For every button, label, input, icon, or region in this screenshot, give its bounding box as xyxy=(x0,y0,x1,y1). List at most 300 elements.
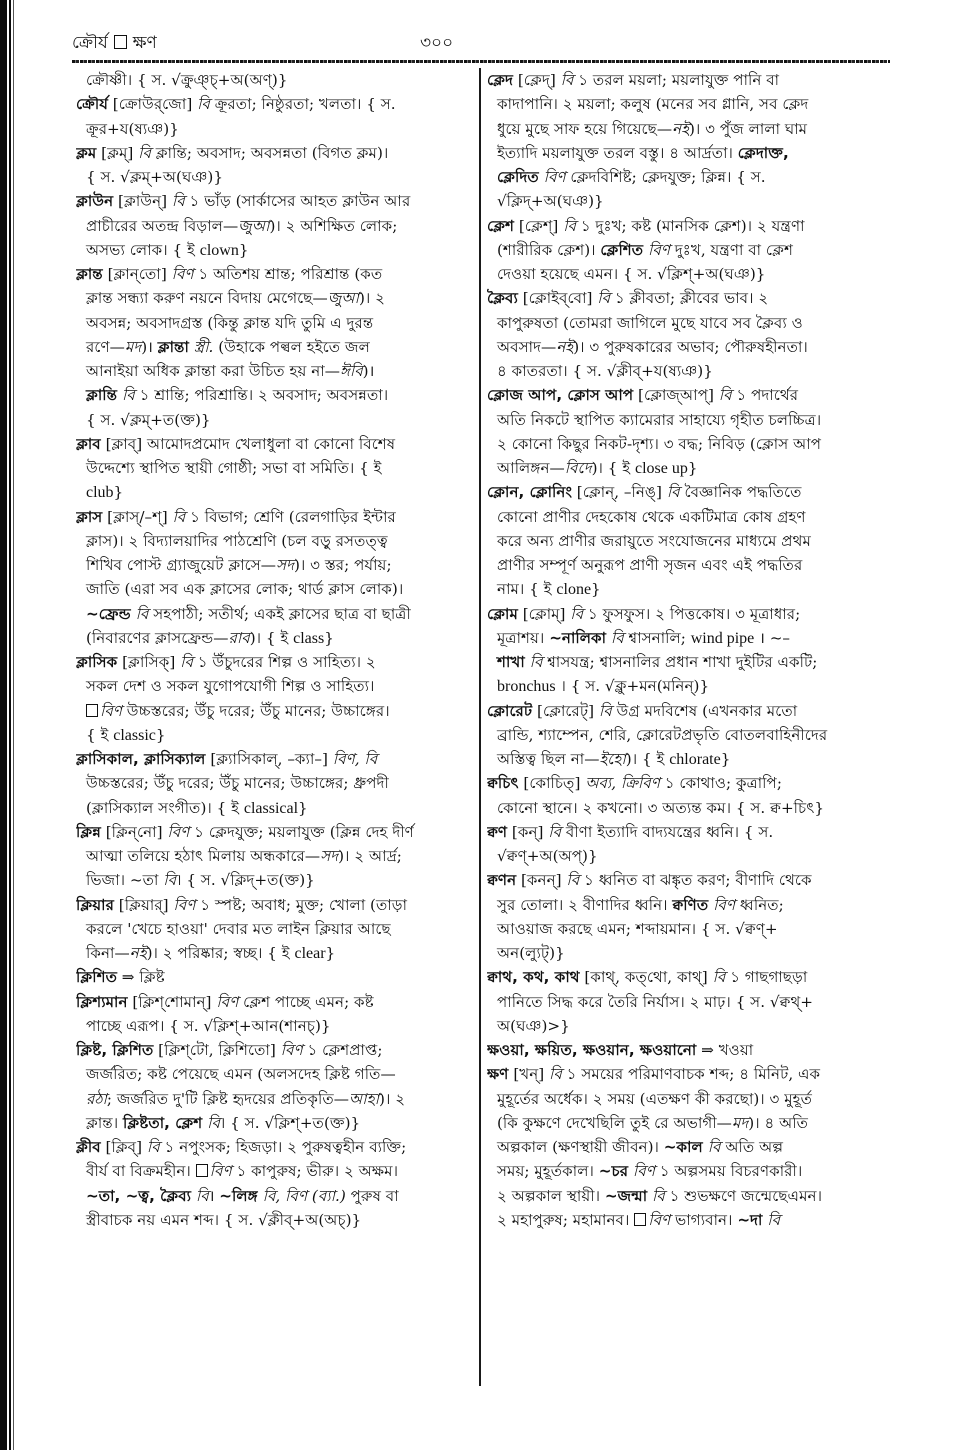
headword: ক্বণন xyxy=(487,871,517,890)
grammar-label: বিণ xyxy=(209,1162,232,1181)
headword: ক্লাউন xyxy=(76,192,114,211)
definition-text: )। xyxy=(141,337,158,356)
entry-headword-line xyxy=(487,820,881,844)
definition-text: { ই xyxy=(86,725,114,744)
entry-continuation-line xyxy=(487,1135,881,1159)
entry-continuation-line xyxy=(76,311,470,335)
definition-text: )। { ই xyxy=(249,628,294,647)
english-etymon: clown xyxy=(199,241,239,259)
grammar-label: বিণ, বি xyxy=(332,750,378,768)
definition-text: [ক্ল্যাসিকাল্, –ক্যা–] xyxy=(205,750,333,768)
grammar-label: রাব xyxy=(228,628,250,647)
entry-continuation-line xyxy=(76,480,470,504)
definition-text: (শারীরিক ক্লেশ)। xyxy=(497,240,601,259)
definition-text: কোনো স্থানে। ২ কখনো। ৩ অত্যন্ত কম। { স. ক্ব+চিৎ} xyxy=(497,798,825,817)
guide-separator-box-icon xyxy=(114,35,127,49)
definition-text: ১ নপুংসক; হিজড়া। ২ পুরুষত্বহীন ব্যক্তি; xyxy=(159,1138,407,1156)
entry-continuation-line xyxy=(487,650,881,674)
grammar-label: সদ xyxy=(320,847,339,865)
page-header xyxy=(72,30,892,56)
scan-edge-shadow xyxy=(0,0,7,1450)
grammar-label: রঠা xyxy=(86,1089,107,1108)
headword: ক্লান্ত xyxy=(76,265,103,283)
definition-text: ১ বিভাগ; শ্রেণি (রেলগাড়ির ইন্টার xyxy=(185,507,396,526)
entry-headword-line xyxy=(487,602,881,626)
entry-continuation-line xyxy=(487,359,881,383)
definition-text: (নিবারণের ক্লাসফ্রেন্ড— xyxy=(86,628,229,647)
headword: ~নালিকা xyxy=(549,628,607,647)
headword: ক্লিশিত xyxy=(76,968,117,987)
definition-text: } xyxy=(324,628,334,647)
headword: ক্লান্তা xyxy=(157,337,189,356)
entry-continuation-line xyxy=(76,1208,470,1232)
entry-headword-line xyxy=(76,92,470,116)
headword: ক্লাসিক xyxy=(76,653,118,671)
definition-text: (ক্লাসিক্যাল সংগীত)। { ই xyxy=(86,798,244,817)
definition-text: ২ মহাপুরুষ; মহামানব। xyxy=(497,1210,635,1229)
definition-text: ইত্যাদি ময়লাযুক্ত তরল বস্তু। ৪ আর্দ্রতা। xyxy=(497,143,738,162)
entry-headword-line xyxy=(76,1038,470,1062)
entry-continuation-line xyxy=(76,602,470,626)
entry-continuation-line xyxy=(76,335,470,359)
definition-text: ক্লান্ত সন্ধ্যা করুণ নয়নে বিদায় মেগেছে— xyxy=(86,289,328,308)
definition-text: ৪ কাতরতা। { স. √ক্লীব্+য(ষ্যঞ)} xyxy=(497,362,713,380)
definition-text: ক্লেশ পাচ্ছে এমন; কষ্ট xyxy=(238,992,374,1011)
entry-continuation-line xyxy=(76,868,470,892)
definition-text: সময়; মুহূর্তকাল। xyxy=(497,1162,599,1181)
definition-text: ১ ক্লেশপ্রাপ্ত; xyxy=(302,1041,383,1059)
entry-continuation-line xyxy=(76,626,470,650)
guide-words xyxy=(72,30,157,58)
column-right xyxy=(487,68,881,1232)
definition-text: ১ তরল ময়লা; ময়লাযুক্ত পানি বা xyxy=(573,71,780,89)
entry-headword-line xyxy=(76,141,470,165)
entry-continuation-line xyxy=(487,262,881,286)
definition-text: বৈজ্ঞানিক পদ্ধতিতে xyxy=(679,483,802,502)
entry-continuation-line xyxy=(487,165,881,189)
entry-continuation-line xyxy=(487,990,881,1014)
grammar-label: জুআ xyxy=(327,289,359,308)
entry-headword-line xyxy=(76,820,470,844)
definition-text: দেওয়া হয়েছে এমন। { স. √ক্লিশ্+অ(ঘঞ)} xyxy=(497,265,766,283)
entry-headword-line xyxy=(76,650,470,674)
headword: ক্বচিৎ xyxy=(487,774,519,793)
definition-text: ১ উঁচুদরের শিল্প ও সাহিত্য। ২ xyxy=(192,653,376,671)
headword: ক্লিন্ন xyxy=(76,822,101,841)
definition-text: বীর্য বা বিক্রমহীন। xyxy=(86,1162,196,1181)
definition-text: রণে— xyxy=(86,337,125,356)
definition-text: (উহাকে পল্বল হইতে জল xyxy=(213,337,370,356)
entry-headword-line xyxy=(76,747,470,771)
english-etymon: clear xyxy=(294,945,326,962)
definition-text: ⇒ ক্লিষ্ট xyxy=(116,968,165,987)
grammar-label: বিণ xyxy=(173,895,196,914)
definition-text: ১ স্পষ্ট; অবাধ; মুক্ত; খোলা (তাড়া xyxy=(195,895,408,914)
definition-text: { স. √ক্লম্+ত(ক্ত)} xyxy=(86,410,211,429)
definition-text: আওয়াজ করছে এমন; শব্দায়মান। { স. √ক্বণ্+ xyxy=(497,919,778,938)
entry-continuation-line xyxy=(76,117,470,141)
definition-text: প্রাণীর সম্পূর্ণ অনুরূপ প্রাণী সৃজন এবং এই পদ্ধতির xyxy=(497,556,803,574)
grammar-label: নই xyxy=(129,944,147,962)
headword: ক্ষওয়া, ক্ষয়িত, ক্ষওয়ান, ক্ষওয়ানো xyxy=(487,1041,697,1059)
entry-continuation-line xyxy=(76,68,470,92)
entry-continuation-line xyxy=(487,117,881,141)
definition-text: [ক্লোইব্‌বো] xyxy=(517,289,598,308)
entry-continuation-line xyxy=(76,1111,470,1135)
definition-text: )। ৩ পুঁজ লালা ঘাম xyxy=(689,119,808,138)
definition-text: । { স. √ক্লিদ্+ত(ক্ত)} xyxy=(176,871,315,890)
headword: ক্লান্তি xyxy=(86,386,118,405)
grammar-label: বি xyxy=(197,95,210,114)
grammar-label: বি, বিণ (ব্যা.) xyxy=(262,1186,346,1205)
headword: ~লিঙ্গ xyxy=(219,1186,258,1205)
headword: ~দা xyxy=(737,1210,763,1229)
definition-text: [ক্লাসিক্] xyxy=(117,653,181,671)
definition-text: আনাইয়া অধিক ক্লান্তা করা উচিত হয় না— xyxy=(86,362,340,380)
grammar-label: বিদে xyxy=(564,459,592,477)
definition-text: } xyxy=(238,240,249,259)
headword: ক্বাথ, কথ, কাথ xyxy=(487,968,580,987)
definition-text: )। ২ আর্দ্র; xyxy=(338,847,402,865)
entry-headword-line xyxy=(487,480,881,504)
definition-text: ; জর্জরিত দু'টি ক্লিষ্ট হৃদয়ের প্রতিকৃতি— xyxy=(106,1089,349,1108)
definition-text: ১ কাপুরুষ; ভীরু। ২ অক্ষম। xyxy=(231,1162,399,1181)
entry-continuation-line xyxy=(487,529,881,553)
definition-text: )। ২ xyxy=(379,1089,406,1108)
grammar-label: বি xyxy=(180,653,193,671)
entry-continuation-line xyxy=(487,456,881,480)
definition-text: [ক্লোম্] xyxy=(517,604,571,623)
headword: ক্লিয়ার xyxy=(76,895,114,914)
definition-text: [ক্লিব্] xyxy=(100,1138,147,1156)
definition-text: )। ৪ অতি xyxy=(748,1113,809,1132)
definition-text: ক্রৌষ্ণী। { স. √ক্রুঞ্চ্+অ(অণ্)} xyxy=(86,71,288,89)
definition-text: অল্পকাল (ক্ষণস্থায়ী জীবন)। xyxy=(497,1138,664,1156)
entry-continuation-line xyxy=(487,893,881,917)
definition-text: ১ কোথাও; কুত্রাপি; xyxy=(659,774,782,793)
definition-text: ১ শুভক্ষণে জন্মেছেএমন। xyxy=(664,1186,823,1205)
column-divider xyxy=(479,68,481,1386)
definition-text: √ক্লিদ্+অ(ঘঞ)} xyxy=(497,192,604,211)
grammar-label: অব্য, ক্রিবিণ xyxy=(585,774,660,793)
definition-text: ক্রূর+য(ষ্যঞ)} xyxy=(86,119,179,138)
definition-text: অ(ঘঞ)>} xyxy=(497,1016,570,1035)
grammar-label: বিণ xyxy=(280,1041,303,1059)
definition-text: [কাথ্, কত্‌থো, কাথ্] xyxy=(579,968,713,987)
grammar-label: বিণ xyxy=(632,1162,655,1181)
entry-continuation-line xyxy=(76,238,470,262)
definition-text: [খন্] xyxy=(508,1065,550,1084)
definition-text: কাদাপানি। ২ ময়লা; কলুষ (মনের সব গ্লানি, সব ক্লেদ xyxy=(497,95,809,114)
definition-text: উগ্র মদবিশেষ (এখনকার মতো xyxy=(611,701,798,720)
scan-edge-line-thin xyxy=(13,0,14,1450)
entry-headword-line xyxy=(487,214,881,238)
entry-headword-line xyxy=(487,868,881,892)
definition-text: ⇒ খওয়া xyxy=(696,1041,754,1059)
entry-headword-line xyxy=(487,383,881,407)
entry-continuation-line xyxy=(76,165,470,189)
entry-continuation-line xyxy=(76,553,470,577)
sense-box-icon xyxy=(86,704,98,717)
grammar-label: বিণ xyxy=(648,1210,671,1229)
grammar-label: বি xyxy=(666,483,680,502)
grammar-label: নই xyxy=(672,119,689,138)
entry-continuation-line xyxy=(487,335,881,359)
grammar-label: বিণ xyxy=(171,265,194,283)
definition-text: [ক্লাব্] আমোদপ্রমোদ খেলাধুলা বা কোনো বিশেষ xyxy=(100,434,396,453)
definition-text: } xyxy=(298,798,308,817)
grammar-label: বি xyxy=(598,701,612,720)
grammar-label: বি xyxy=(207,1113,220,1132)
entry-headword-line xyxy=(487,699,881,723)
definition-text: [ক্লান্‌তো] xyxy=(102,265,172,283)
definition-text: উচ্চস্তরের; উঁচু দরের; উঁচু মানের; উচ্চাঙ্গের। xyxy=(121,701,390,720)
sense-box-icon xyxy=(196,1164,208,1177)
definition-text: ১ শ্রান্তি; পরিশ্রান্তি। ২ অবসাদ; অবসন্নতা। xyxy=(134,386,389,405)
english-etymon: clone xyxy=(556,581,592,599)
grammar-label: বি xyxy=(195,1186,209,1205)
entry-continuation-line xyxy=(76,286,470,310)
entry-continuation-line xyxy=(487,1014,881,1038)
headword: শাখা xyxy=(497,653,525,671)
definition-text: [ক্লোরেট্] xyxy=(532,701,599,720)
english-etymon: classical xyxy=(243,799,299,817)
guide-word-last: ক্ষণ xyxy=(132,33,157,53)
definition-text: } xyxy=(720,750,731,768)
definition-text: { স. √ক্লম্+অ(ঘঞ)} xyxy=(86,168,223,186)
definition-text: ২ কোনো কিছুর নিকট-দৃশ্য। ৩ বদ্ধ; নিবিড় (ক্লোস আপ xyxy=(497,434,822,453)
grammar-label: আহা xyxy=(348,1089,380,1108)
definition-text: )। xyxy=(362,362,375,380)
entry-headword-line xyxy=(487,68,881,92)
entry-continuation-line xyxy=(76,796,470,820)
entry-continuation-line xyxy=(76,1014,470,1038)
definition-text: আত্মা তলিয়ে হঠাৎ মিলায় অন্ধকারে— xyxy=(86,847,321,865)
definition-text: ক্লান্ত। xyxy=(86,1113,124,1132)
definition-text: [কোচিত্] xyxy=(518,774,586,793)
scan-edge-line xyxy=(9,0,11,1450)
definition-text: (কি কুক্ষণে দেখেছিলি তুই রে অভাগী— xyxy=(497,1113,732,1132)
headword: ক্লেদাক্ত, xyxy=(737,143,789,162)
definition-text: ১ পদার্থের xyxy=(731,386,799,405)
headword: ক্লেশিত xyxy=(600,240,644,259)
headword: ক্লিষ্ট, ক্লিশিত xyxy=(76,1041,154,1059)
definition-text: )। { ই xyxy=(625,750,670,768)
definition-text: [ক্লোজ্‌আপ্] xyxy=(633,386,719,405)
definition-text: সুর তোলা। ২ বীণাদির ধ্বনি। xyxy=(497,895,673,914)
entry-continuation-line xyxy=(76,771,470,795)
grammar-label: মদ xyxy=(124,337,142,356)
entry-continuation-line xyxy=(76,941,470,965)
definition-text: । { স. √ক্লু+মন(মনিন্)} xyxy=(555,677,710,696)
entry-continuation-line xyxy=(76,674,470,698)
grammar-label: বিণ xyxy=(100,701,122,720)
grammar-label: বি xyxy=(610,628,624,647)
definition-text: [ক্লাস্/–শ্] xyxy=(102,507,173,526)
definition-text: [কনন্] xyxy=(516,871,567,890)
grammar-label: বি xyxy=(563,216,576,235)
definition-text: ১ দুঃখ; কষ্ট (মানসিক ক্লেশ)। ২ যন্ত্রণা xyxy=(576,216,805,235)
definition-text: অবসন্ন; অবসাদগ্রস্ত (কিন্তু ক্লান্ত যদি তুমি এ দুরন্ত xyxy=(86,313,374,332)
grammar-label: সদ xyxy=(275,556,294,574)
definition-text: পুরুষ বা xyxy=(345,1186,399,1205)
entry-continuation-line xyxy=(487,408,881,432)
definition-text: ১ সময়ের পরিমাণবাচক শব্দ; ৪ মিনিট, এক xyxy=(561,1065,821,1084)
definition-text: প্রাচীরের অতন্দ্র বিড়াল— xyxy=(86,216,239,235)
entry-continuation-line xyxy=(487,189,881,213)
entry-headword-line xyxy=(76,965,470,989)
entry-continuation-line xyxy=(76,844,470,868)
entry-headword-line xyxy=(487,1062,881,1086)
definition-text: } xyxy=(591,580,601,599)
english-etymon: bronchus xyxy=(497,678,556,696)
entry-headword-line xyxy=(76,432,470,456)
entry-continuation-line xyxy=(487,723,881,747)
entry-continuation-line xyxy=(76,1087,470,1111)
definition-text: অস্তিত্ব ছিল না— xyxy=(497,750,600,768)
entry-continuation-line xyxy=(487,917,881,941)
headword: ~কাল xyxy=(663,1138,703,1156)
grammar-label: বি xyxy=(146,1138,160,1156)
definition-text: মুহূর্তের অর্ধেক। ২ সময় (এতক্ষণ কী করছো)। ৩ মুহূর্ত xyxy=(497,1089,813,1108)
definition-text: শ্বাসযন্ত্র; শ্বাসনালির প্রধান শাখা দুইটির একটি; xyxy=(542,653,818,671)
definition-text: √ক্বণ্+অ(অপ্)} xyxy=(497,847,598,865)
grammar-label: নই xyxy=(556,337,574,356)
grammar-label: বি xyxy=(597,289,611,308)
headword: ক্লেদ xyxy=(487,71,514,89)
entry-continuation-line xyxy=(487,1208,881,1232)
definition-text: কোনো প্রাণীর দেহকোষ থেকে একটিমাত্র কোষ গ্রহণ xyxy=(497,507,806,526)
grammar-label: বি xyxy=(135,604,149,623)
definition-text: কাপুরুষতা (তোমরা জাগিলে মুছে যাবে সব ক্লৈব্য ও xyxy=(497,313,803,332)
definition-text: )। ৩ পুরুষকারের অভাব; পৌরুষহীনতা। xyxy=(573,337,808,356)
definition-text: [ক্লিশ্‌টো, ক্লিশিতো] xyxy=(153,1041,281,1059)
entry-headword-line xyxy=(487,771,881,795)
guide-word-first: ক্রৌর্য xyxy=(72,33,108,53)
entry-continuation-line xyxy=(76,1159,470,1183)
definition-text: [ক্রোউর্‌জো] xyxy=(107,95,198,114)
headword: ~চর xyxy=(598,1162,629,1181)
grammar-label: বিণ xyxy=(713,895,736,914)
definition-text: শ্বাসনালি; xyxy=(623,628,691,647)
entry-headword-line xyxy=(487,965,881,989)
grammar-label: বিণ xyxy=(648,240,670,259)
definition-text: । { স. √ক্লিশ্+ত(ক্ত)} xyxy=(219,1113,361,1132)
definition-text: অতি অল্প xyxy=(720,1138,784,1156)
entry-continuation-line xyxy=(76,577,470,601)
headword: ~ফ্রেন্ড xyxy=(86,604,131,623)
headword: ক্লোন, ক্লোনিং xyxy=(487,483,572,502)
headword: ক্লেশ xyxy=(487,216,515,235)
definition-text: বীণা ইত্যাদি বাদ্যযন্ত্রের ধ্বনি। { স. xyxy=(561,822,774,841)
definition-text: ব্রান্ডি, শ্যাম্পেন, শেরি, ক্লোরেটপ্রভৃতি বোতলবাহিনীদের xyxy=(497,725,828,744)
definition-text: [কন্] xyxy=(507,822,549,841)
definition-text: নাম। { ই xyxy=(497,580,557,599)
headword: ক্লোরেট xyxy=(487,701,533,720)
definition-text: ১ ভাঁড় (সার্কাসের আহত ক্লাউন আর xyxy=(184,192,411,211)
headword: ক্বণ xyxy=(487,822,508,841)
definition-text: অন(ল্যুট্)} xyxy=(497,944,565,962)
definition-text: স্ত্রীবাচক নয় এমন শব্দ। { স. √ক্লীব্+অ(অচ্)} xyxy=(86,1210,362,1229)
grammar-label: বি xyxy=(529,653,543,671)
entry-continuation-line xyxy=(487,505,881,529)
definition-text: উদ্দেশ্যে স্থাপিত স্থায়ী গোষ্ঠী; সভা বা সমিতি। { ই xyxy=(86,459,382,477)
entry-continuation-line xyxy=(487,844,881,868)
grammar-label: বি xyxy=(570,604,584,623)
definition-text: } xyxy=(155,725,166,744)
grammar-label: বিণ xyxy=(543,168,566,186)
headword: ক্বণিত xyxy=(672,895,709,914)
grammar-label: বিণ xyxy=(216,992,239,1011)
definition-text: ১ অতিশয় শ্রান্ত; পরিশ্রান্ত (কত xyxy=(193,265,383,283)
definition-text: মূত্রাশয়। xyxy=(497,628,550,647)
grammar-label: বি xyxy=(121,386,135,405)
entry-continuation-line xyxy=(487,674,881,698)
header-rule xyxy=(72,60,890,63)
english-etymon: close up xyxy=(635,460,688,477)
grammar-label: বি xyxy=(549,1065,562,1084)
entry-continuation-line xyxy=(76,1184,470,1208)
entry-continuation-line xyxy=(487,941,881,965)
grammar-label: বি xyxy=(172,507,186,526)
definition-text: । xyxy=(208,1186,220,1205)
definition-text: [ক্লাউন্] xyxy=(113,192,172,211)
entry-headword-line xyxy=(487,286,881,310)
english-etymon: club xyxy=(86,484,114,502)
headword: ক্লেদিত xyxy=(497,168,539,186)
definition-text: পাচ্ছে এরূপ। { স. √ক্লিশ্+আন(শানচ্)} xyxy=(86,1016,331,1035)
definition-text: উচ্চস্তরের; উঁচু দরের; উঁচু মানের; উচ্চাঙ্গের; ধ্রুপদী xyxy=(86,774,389,793)
definition-text: ভাগ্যবান। xyxy=(670,1210,738,1229)
headword: ক্লাসিকাল, ক্লাসিক্যাল xyxy=(76,750,206,768)
grammar-label: বি xyxy=(767,1210,781,1229)
entry-continuation-line xyxy=(76,529,470,553)
definition-text: সহপাঠী; সতীর্থ; একই ক্লাসের ছাত্র বা ছাত্রী xyxy=(148,604,411,623)
headword: ক্লাস xyxy=(76,507,103,526)
definition-text: )। ৩ স্তর; পর্যায়; xyxy=(293,556,392,574)
entry-continuation-line xyxy=(76,1062,470,1086)
entry-headword-line xyxy=(76,262,470,286)
definition-text: ১ ক্লেদযুক্ত; ময়লাযুক্ত (ক্লিন্ন দেহ দীর্ণ xyxy=(189,822,414,841)
definition-text: ধুয়ে মুছে সাফ হয়ে গিয়েছে— xyxy=(497,119,673,138)
definition-text: ১ অল্পসময় বিচরণকারী। xyxy=(654,1162,803,1181)
entry-continuation-line xyxy=(487,1159,881,1183)
grammar-label: বি xyxy=(163,871,177,890)
entry-continuation-line xyxy=(487,1111,881,1135)
entry-continuation-line xyxy=(487,92,881,116)
definition-text: ক্রূরতা; নিষ্ঠুরতা; খলতা। { স. xyxy=(209,95,396,114)
grammar-label: বি xyxy=(560,71,574,89)
definition-text: ক্লেদবিশিষ্ট; ক্লেদযুক্ত; ক্লিন্ন। { স. xyxy=(565,168,766,186)
entry-continuation-line xyxy=(76,917,470,941)
definition-text: [ক্লম্] xyxy=(96,143,139,162)
headword: ~জন্মা xyxy=(604,1186,648,1205)
entry-continuation-line xyxy=(487,553,881,577)
grammar-label: বি xyxy=(712,968,726,987)
definition-text: [ক্লেশ্] xyxy=(514,216,564,235)
definition-text: । ~– xyxy=(754,628,791,647)
sense-box-icon xyxy=(634,1213,646,1226)
grammar-label: বি xyxy=(138,143,151,162)
headword: ক্ষণ xyxy=(487,1065,509,1084)
entry-continuation-line xyxy=(487,796,881,820)
entry-continuation-line xyxy=(487,432,881,456)
grammar-label: বি xyxy=(718,386,732,405)
entry-continuation-line xyxy=(487,1184,881,1208)
headword: ক্লীব xyxy=(76,1138,101,1156)
grammar-label: ঈবি xyxy=(339,362,363,380)
entry-continuation-line xyxy=(76,359,470,383)
